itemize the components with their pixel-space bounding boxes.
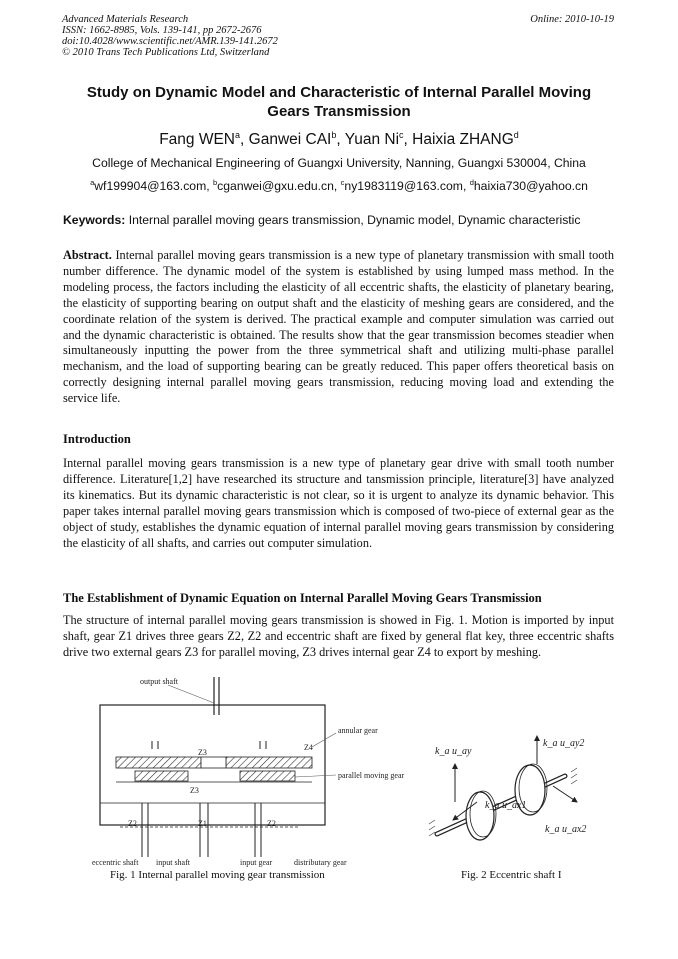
eccentric-shaft-diagram xyxy=(425,724,600,872)
author-list: Fang WEN$^a$, Ganwei CAI$^b$, Yuan Ni$^c$, Haixia ZHANG$^d$ xyxy=(159,130,519,149)
copyright-line: © 2010 Trans Tech Publications Ltd, Switzerland xyxy=(62,47,270,58)
author-name: Haixia ZHANG xyxy=(412,131,514,149)
section-heading: The Establishment of Dynamic Equation on Internal Parallel Moving Gears Transmission xyxy=(63,591,542,605)
gear-transmission-diagram xyxy=(90,675,430,870)
figure1-caption: Fig. 1 Internal parallel moving gear transmission xyxy=(110,869,325,881)
email-sup: c xyxy=(340,178,345,187)
ground-hatch xyxy=(571,768,577,784)
z3-top-label: Z3 xyxy=(198,748,207,757)
intro-heading: Introduction xyxy=(63,432,131,446)
parallel-moving-gear-label: parallel moving gear xyxy=(338,771,405,780)
email-address[interactable]: ny1983119@163.com, xyxy=(344,179,467,194)
label-ka-uay: k_a u_ay xyxy=(435,746,472,757)
z3-mid-label: Z3 xyxy=(190,786,199,795)
email-sup: a xyxy=(90,178,95,187)
author-sup: c xyxy=(399,130,404,140)
label-ka-uax1: k_a u_ax1 xyxy=(485,800,527,811)
author-name: Fang WEN xyxy=(159,131,236,149)
journal-meta xyxy=(62,14,278,58)
annular-gear-right xyxy=(226,757,312,768)
label-ka-uax2: k_a u_ax2 xyxy=(545,824,587,835)
label-ka-uay2: k_a u_ay2 xyxy=(543,738,585,749)
ground-hatch xyxy=(429,820,435,836)
abstract-label: Abstract. xyxy=(63,248,112,262)
journal-name: Advanced Materials Research xyxy=(62,14,189,25)
email-list xyxy=(40,178,638,193)
output-shaft-label: output shaft xyxy=(140,677,178,686)
z1-label: Z1 xyxy=(198,819,207,828)
email-address[interactable]: haixia730@yahoo.cn xyxy=(473,179,588,194)
title-line-2: Gears Transmission xyxy=(267,103,411,120)
parallel-gear-right xyxy=(240,771,295,781)
keywords-label: Keywords: xyxy=(63,213,126,227)
figure2-caption: Fig. 2 Eccentric shaft I xyxy=(461,869,562,881)
section-paragraph: The structure of internal parallel moving gears transmission is showed in Fig. 1. Motion is imported by input shaft, gear Z1 drives three gears Z2, Z2 and eccentric shaft are fixed by general flat key, three eccentric shafts drive two external gears Z3 for parallel moving, Z3 drives internal gear Z4 to export by meshing. xyxy=(63,613,614,659)
input-shaft-label: input shaft xyxy=(156,858,190,867)
abstract xyxy=(63,248,614,407)
parallel-gear-left xyxy=(135,771,188,781)
author-sup: d xyxy=(513,130,519,140)
gear-gap xyxy=(201,757,226,768)
keywords-text: Internal parallel moving gears transmission, Dynamic model, Dynamic characteristic xyxy=(128,213,581,227)
input-gear-label: input gear xyxy=(240,858,273,867)
email-address[interactable]: wf199904@163.com, xyxy=(94,179,210,194)
leader-line xyxy=(168,685,214,703)
author-sup: a xyxy=(235,130,241,140)
author-name: Ganwei CAI xyxy=(248,131,332,149)
issn-line: ISSN: 1662-8985, Vols. 139-141, pp 2672-2676 xyxy=(62,25,262,36)
affiliation: College of Mechanical Engineering of Guangxi University, Nanning, Guangxi 530004, China xyxy=(92,156,586,170)
z4-label: Z4 xyxy=(304,743,313,752)
email-sup: d xyxy=(469,178,474,187)
z2-left-label: Z2 xyxy=(128,819,137,828)
doi-line: doi:10.4028/www.scientific.net/AMR.139-141.2672 xyxy=(62,36,278,47)
leader-line xyxy=(295,775,336,777)
author-sup: b xyxy=(331,130,337,140)
force-arrow-uax2 xyxy=(553,786,577,802)
email-sup: b xyxy=(213,178,218,187)
title-line-1: Study on Dynamic Model and Characteristic of Internal Parallel Moving xyxy=(86,84,592,101)
keywords xyxy=(63,213,623,227)
online-date: Online: 2010-10-19 xyxy=(530,14,614,25)
distributary-gear-label: distributary gear xyxy=(294,858,347,867)
annular-gear-label: annular gear xyxy=(338,726,378,735)
annular-gear-left xyxy=(116,757,201,768)
paper-title xyxy=(40,83,638,121)
author-name: Yuan Ni xyxy=(344,131,400,149)
eccentric-shaft-label: eccentric shaft xyxy=(92,858,139,867)
abstract-text: Internal parallel moving gears transmission is a new type of planetary transmission with small tooth number difference. The dynamic model of the system is established by using lumped mass method. In the modeling process, the factors including the elasticity of all eccentric shafts, the elasticity of planetary bearing, the elasticity of supporting bearing on output shaft and the elasticity of meshing gears are considered, and the coordinate relation of the system is derived. The practical example and computer simulation was carried out and the dynamic characteristic is obtained. The results show that the gear transmission becomes steadier when simultaneously inputting the power from the three symmetrical shaft and utilizing multi-phase parallel mechanism, and the load of supporting bearing can be greatly reduced. This paper offers theoretical basis on correctly designing internal parallel moving gears transmission, reducing moving load and extending the service life. xyxy=(63,248,614,406)
z2-right-label: Z2 xyxy=(267,819,276,828)
email-address[interactable]: cganwei@gxu.edu.cn, xyxy=(217,179,338,194)
leader-line xyxy=(312,733,336,747)
intro-paragraph: Internal parallel moving gears transmission is a new type of planetary gear drive with small tooth number difference. Literature[1,2] have researched its structure and tansmission principle, literature[3] have analyzed its kinematics. But its dynamic characteristic is not clear, so it is urgent to analyze its dynamic behavior. This paper takes internal parallel moving gears transmission which is composed of two-piece of external gear as the object of study, establishes the dynamic equation of internal parallel moving gears transmission by considering the elasticity of all shafts, and carries out computer simulation. xyxy=(63,456,614,550)
